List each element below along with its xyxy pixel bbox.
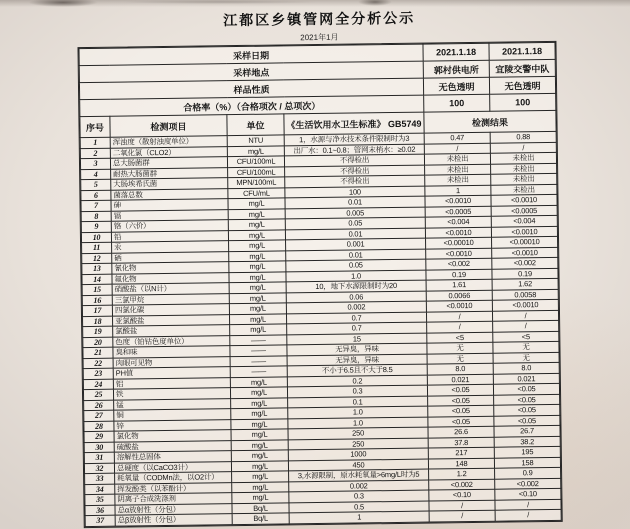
unit: mg/L <box>228 208 285 219</box>
row-number: 21 <box>83 347 113 358</box>
info-value-1: 无色透明 <box>423 77 489 95</box>
row-number: 34 <box>85 484 115 495</box>
unit: mg/L <box>231 397 288 408</box>
result-2: / <box>490 142 556 153</box>
standard-limit: 无异臭，异味 <box>287 354 427 366</box>
test-item: 硝酸盐（以N计） <box>112 283 229 295</box>
result-1: <0.05 <box>428 416 494 427</box>
result-1: / <box>429 510 495 521</box>
result-1: <0.05 <box>428 405 494 416</box>
analysis-table <box>78 42 561 527</box>
result-1: <0.002 <box>429 479 495 490</box>
result-2: <5 <box>493 331 559 342</box>
info-value-2: 宜陵交警中队 <box>489 59 555 77</box>
result-2: / <box>495 499 561 510</box>
result-2: / <box>492 310 558 321</box>
result-1: <0.00010 <box>426 237 492 248</box>
row-number: 14 <box>82 274 112 285</box>
standard-limit: 100 <box>285 186 425 198</box>
standard-limit: 0.7 <box>287 322 427 334</box>
unit: mg/L <box>232 481 289 492</box>
test-item: 耐热大肠菌群 <box>111 167 228 179</box>
page-subtitle: 2021年1月 <box>300 32 339 43</box>
standard-limit: 0.05 <box>286 259 426 271</box>
col-header-unit: 单位 <box>227 114 284 136</box>
standard-limit: 0.01 <box>285 228 425 240</box>
unit: mg/L <box>232 492 289 503</box>
test-item: 总大肠菌群 <box>110 157 227 169</box>
test-item: 铬（六价） <box>111 220 228 232</box>
standard-limit: 10，地下水源限制时为20 <box>286 280 426 292</box>
test-item: 三氯甲烷 <box>112 293 229 305</box>
result-2: 无 <box>493 352 559 363</box>
standard-limit: 0.5 <box>289 501 429 513</box>
result-1: <0.0010 <box>426 248 492 259</box>
test-item: 亚氯酸盐 <box>112 314 229 326</box>
result-1: 未检出 <box>425 174 491 185</box>
row-number: 36 <box>85 505 115 516</box>
test-item: 氯酸盐 <box>113 325 230 337</box>
standard-limit: 1.0 <box>288 406 428 418</box>
test-item: 浑浊度（散射浊度单位） <box>110 136 227 148</box>
result-2: 8.0 <box>493 362 559 373</box>
standard-limit: 0.2 <box>287 375 427 387</box>
test-item: 臭和味 <box>113 346 230 358</box>
result-2: <0.002 <box>495 478 561 489</box>
result-2: 158 <box>494 457 560 468</box>
result-2: <0.05 <box>494 404 560 415</box>
unit: mg/L <box>231 460 288 471</box>
result-2: <0.0010 <box>491 194 557 205</box>
row-number: 4 <box>81 169 111 180</box>
standard-limit: 不得检出 <box>285 165 425 177</box>
result-2: 38.2 <box>494 436 560 447</box>
row-number: 26 <box>84 400 114 411</box>
result-1: 1.2 <box>429 468 495 479</box>
unit: mg/L <box>229 313 286 324</box>
row-number: 16 <box>82 295 112 306</box>
unit: CFU/100mL <box>227 156 284 167</box>
result-1: <0.05 <box>428 395 494 406</box>
unit: —— <box>230 355 287 366</box>
result-1: / <box>424 143 490 154</box>
result-1: 26.6 <box>428 426 494 437</box>
unit: —— <box>230 345 287 356</box>
info-value-2: 无色透明 <box>489 76 555 94</box>
row-number: 9 <box>81 221 111 232</box>
test-item: 镉 <box>111 209 228 221</box>
col-header-no: 序号 <box>80 116 110 137</box>
result-2: <0.05 <box>494 415 560 426</box>
result-2: <0.004 <box>491 215 557 226</box>
result-1: 217 <box>428 447 494 458</box>
page-title: 江都区乡镇管网全分析公示 <box>223 9 416 29</box>
result-1: <0.05 <box>427 384 493 395</box>
row-number: 5 <box>81 179 111 190</box>
standard-limit: 出厂水：0.1~0.8；管网末梢水：≥0.02 <box>284 144 424 156</box>
row-number: 7 <box>81 200 111 211</box>
result-1: <0.10 <box>429 489 495 500</box>
unit: mg/L <box>231 408 288 419</box>
info-label: 合格率（%）（合格项次 / 总项次） <box>80 95 424 117</box>
unit: mg/L <box>228 198 285 209</box>
test-item: 色度（铂钴色度单位） <box>113 335 230 347</box>
result-1: 未检出 <box>425 164 491 175</box>
test-item: 耗氧量（CODMn法，以O2计） <box>115 472 232 484</box>
result-1: <0.004 <box>425 216 491 227</box>
info-value-1: 2021.1.18 <box>423 43 489 61</box>
result-2: 195 <box>494 446 560 457</box>
scan-artifact <box>120 0 320 4</box>
row-number: 19 <box>83 326 113 337</box>
row-number: 28 <box>84 421 114 432</box>
unit: mg/L <box>229 292 286 303</box>
row-number: 31 <box>84 452 114 463</box>
standard-limit: 250 <box>288 438 428 450</box>
result-1: 148 <box>428 458 494 469</box>
standard-limit: 15 <box>287 333 427 345</box>
row-number: 32 <box>84 463 114 474</box>
row-number: 30 <box>84 442 114 453</box>
unit: mg/L <box>228 229 285 240</box>
row-number: 17 <box>82 305 112 316</box>
result-1: 0.19 <box>426 269 492 280</box>
standard-limit: 0.001 <box>286 238 426 250</box>
row-number: 22 <box>83 358 113 369</box>
unit: mg/L <box>230 376 287 387</box>
unit: mg/L <box>231 450 288 461</box>
standard-limit: 0.01 <box>286 249 426 261</box>
row-number: 29 <box>84 431 114 442</box>
test-item: 菌落总数 <box>111 188 228 200</box>
row-number: 11 <box>82 242 112 253</box>
test-item: 大肠埃希氏菌 <box>111 178 228 190</box>
standard-limit: 不小于6.5且不大于8.5 <box>287 364 427 376</box>
result-1: 1 <box>425 185 491 196</box>
test-item: 锰 <box>114 398 231 410</box>
row-number: 10 <box>81 232 111 243</box>
unit: mg/L <box>228 219 285 230</box>
standard-limit: 3,水源限制，原水耗氧量>6mg/L时为5 <box>289 469 429 481</box>
unit: mg/L <box>231 429 288 440</box>
row-number: 33 <box>85 473 115 484</box>
test-item: 挥发酚类（以苯酚计） <box>115 482 232 494</box>
info-label: 样品性质 <box>79 78 423 100</box>
result-2: <0.0010 <box>491 226 557 237</box>
unit: mg/L <box>227 145 284 156</box>
standard-limit: 1000 <box>288 448 428 460</box>
standard-limit: 0.002 <box>286 301 426 313</box>
result-2: 未检出 <box>491 173 557 184</box>
test-item: 汞 <box>112 241 229 253</box>
result-2: 未检出 <box>490 152 556 163</box>
result-1: 0.0066 <box>426 290 492 301</box>
result-1: 无 <box>427 353 493 364</box>
result-2: / <box>495 509 561 520</box>
result-2: 未检出 <box>491 184 557 195</box>
result-1: 0.47 <box>424 132 490 143</box>
result-2: 0.021 <box>493 373 559 384</box>
unit: mg/L <box>229 240 286 251</box>
result-1: <0.002 <box>426 258 492 269</box>
unit: Bq/L <box>232 502 289 513</box>
standard-limit: 0.01 <box>285 196 425 208</box>
test-item: 铅 <box>111 230 228 242</box>
row-number: 20 <box>83 337 113 348</box>
result-1: <0.0010 <box>426 300 492 311</box>
row-number: 2 <box>80 148 110 159</box>
standard-limit: 0.002 <box>289 480 429 492</box>
standard-limit: 0.06 <box>286 291 426 303</box>
result-2: <0.05 <box>493 383 559 394</box>
standard-limit: 不得检出 <box>284 154 424 166</box>
row-number: 24 <box>83 379 113 390</box>
standard-limit: 1，水源与净水技术条件限制时为3 <box>284 133 424 145</box>
unit: mg/L <box>229 250 286 261</box>
result-2: 无 <box>493 341 559 352</box>
standard-limit: 无异臭，异味 <box>287 343 427 355</box>
row-number: 6 <box>81 190 111 201</box>
test-item: 硒 <box>112 251 229 263</box>
test-item: 总β放射性（分包） <box>115 514 232 526</box>
result-2: 0.0058 <box>492 289 558 300</box>
row-number: 37 <box>85 515 115 526</box>
result-2: <0.0010 <box>492 247 558 258</box>
unit: mg/L <box>229 271 286 282</box>
row-number: 23 <box>83 368 113 379</box>
result-2: <0.00010 <box>492 236 558 247</box>
test-item: 肉眼可见物 <box>113 356 230 368</box>
test-item: 二氧化氯（CLO2） <box>110 146 227 158</box>
unit: Bq/L <box>232 513 289 524</box>
result-1: / <box>426 311 492 322</box>
result-1: <0.0010 <box>425 227 491 238</box>
unit: mg/L <box>230 324 287 335</box>
unit: NTU <box>227 135 284 146</box>
result-1: 8.0 <box>427 363 493 374</box>
test-item: 氯化物 <box>114 430 231 442</box>
row-number: 1 <box>80 137 110 148</box>
unit: mg/L <box>232 471 289 482</box>
row-number: 3 <box>80 158 110 169</box>
test-item: 铜 <box>114 409 231 421</box>
result-1: 未检出 <box>424 153 490 164</box>
standard-limit: 1 <box>289 511 429 523</box>
row-number: 27 <box>84 410 114 421</box>
test-item: 铁 <box>113 388 230 400</box>
result-1: 1.61 <box>426 279 492 290</box>
row-number: 15 <box>82 284 112 295</box>
result-2: 0.88 <box>490 131 556 142</box>
unit: MPN/100mL <box>228 177 285 188</box>
result-1: 0.021 <box>427 374 493 385</box>
info-label: 采样日期 <box>79 44 423 66</box>
test-item: 铝 <box>113 377 230 389</box>
test-item: PH值 <box>113 367 230 379</box>
standard-limit: 1.0 <box>288 417 428 429</box>
unit: mg/L <box>231 439 288 450</box>
row-number: 12 <box>82 253 112 264</box>
unit: CFU/mL <box>228 187 285 198</box>
analysis-sheet <box>66 6 573 527</box>
result-2: <0.0010 <box>492 299 558 310</box>
result-2: <0.05 <box>494 394 560 405</box>
test-item: 总α放射性（分包） <box>115 503 232 515</box>
result-1: / <box>427 321 493 332</box>
test-item: 锌 <box>114 419 231 431</box>
result-1: <0.0010 <box>425 195 491 206</box>
result-2: / <box>493 320 559 331</box>
unit: mg/L <box>229 282 286 293</box>
test-item: 硫酸盐 <box>114 440 231 452</box>
standard-limit: 0.05 <box>285 217 425 229</box>
result-1: <0.0005 <box>425 206 491 217</box>
test-item: 溶解性总固体 <box>114 451 231 463</box>
row-number: 13 <box>82 263 112 274</box>
info-value-1: 郭村供电所 <box>423 60 489 78</box>
test-item: 总硬度（以CaCO3计） <box>114 461 231 473</box>
info-value-2: 100 <box>490 93 556 111</box>
result-1: / <box>429 500 495 511</box>
standard-limit: 0.1 <box>288 396 428 408</box>
test-item: 氰化物 <box>112 262 229 274</box>
result-1: 无 <box>427 342 493 353</box>
standard-limit: 0.3 <box>287 385 427 397</box>
info-value-2: 2021.1.18 <box>489 42 555 60</box>
standard-limit: 1.0 <box>286 270 426 282</box>
test-item: 阴离子合成洗涤剂 <box>115 493 232 505</box>
row-number: 8 <box>81 211 111 222</box>
row-number: 35 <box>85 494 115 505</box>
unit: mg/L <box>229 261 286 272</box>
standard-limit: 0.7 <box>286 312 426 324</box>
test-item: 砷 <box>111 199 228 211</box>
unit: mg/L <box>230 387 287 398</box>
result-1: <5 <box>427 332 493 343</box>
result-2: 0.9 <box>495 467 561 478</box>
row-number: 18 <box>82 316 112 327</box>
unit: —— <box>230 366 287 377</box>
test-item: 氟化物 <box>112 272 229 284</box>
result-2: <0.10 <box>495 488 561 499</box>
info-value-1: 100 <box>424 94 490 112</box>
result-2: 0.19 <box>492 268 558 279</box>
col-header-item: 检测项目 <box>110 115 227 138</box>
standard-limit: 0.3 <box>289 490 429 502</box>
info-label: 采样地点 <box>79 61 423 83</box>
standard-limit: 不得检出 <box>285 175 425 187</box>
result-1: 37.8 <box>428 437 494 448</box>
unit: mg/L <box>229 303 286 314</box>
standard-limit: 0.005 <box>285 207 425 219</box>
result-2: 1.62 <box>492 278 558 289</box>
test-item: 四氯化碳 <box>112 304 229 316</box>
result-2: 26.7 <box>494 425 560 436</box>
unit: —— <box>230 334 287 345</box>
result-2: <0.0005 <box>491 205 557 216</box>
col-header-standard: 《生活饮用水卫生标准》 GB5749 <box>284 112 424 135</box>
standard-limit: 450 <box>288 459 428 471</box>
standard-limit: 250 <box>288 427 428 439</box>
unit: mg/L <box>231 418 288 429</box>
col-header-result: 检测结果 <box>424 110 556 133</box>
result-2: <0.002 <box>492 257 558 268</box>
result-2: 未检出 <box>491 163 557 174</box>
row-number: 25 <box>83 389 113 400</box>
unit: CFU/100mL <box>228 166 285 177</box>
